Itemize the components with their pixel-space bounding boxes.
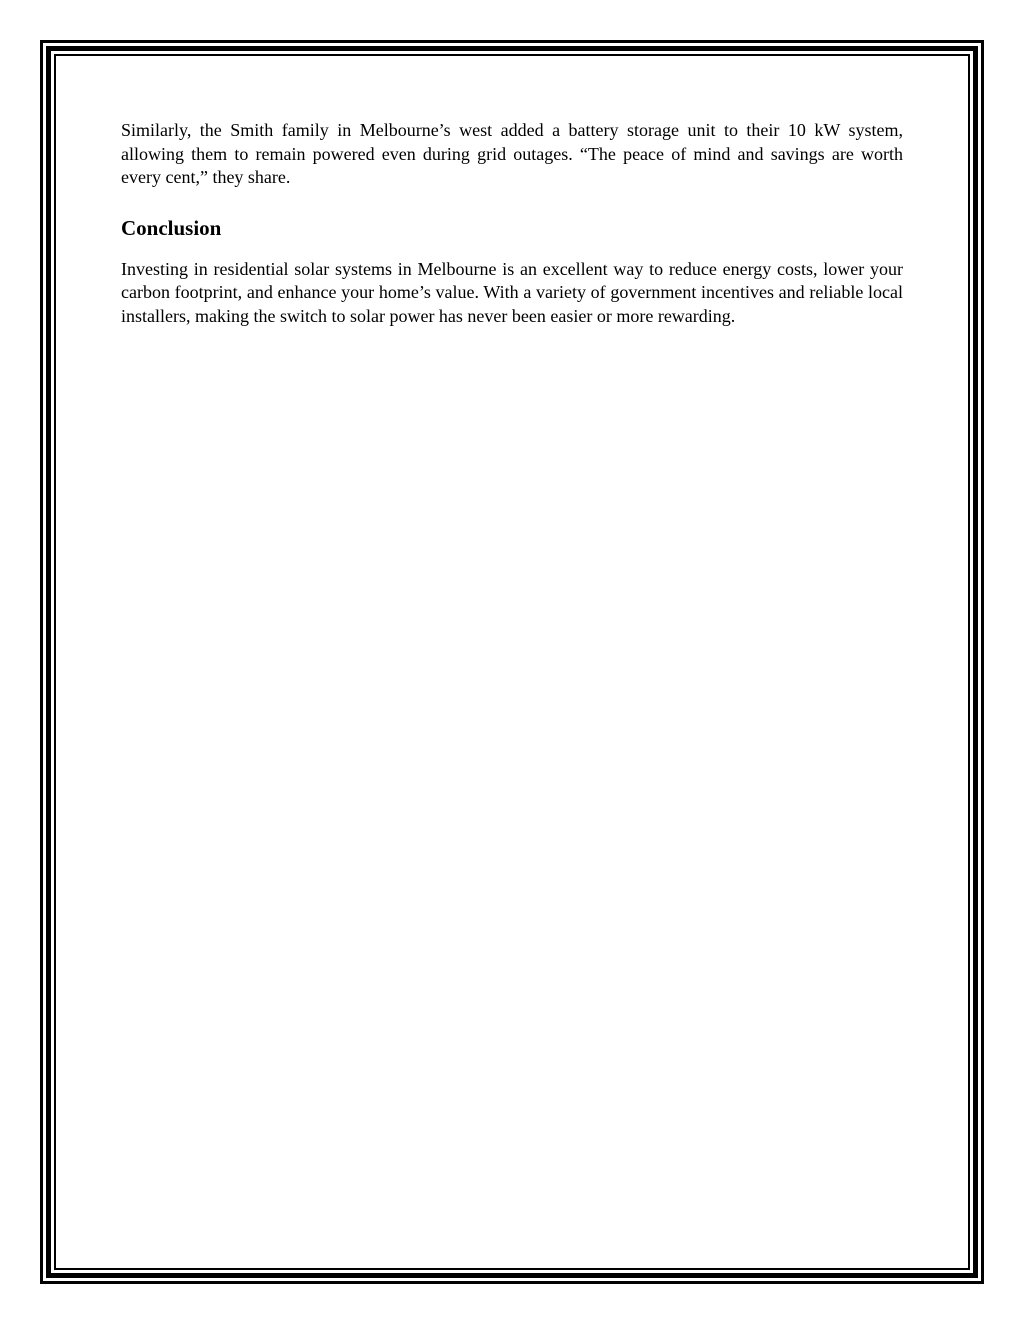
conclusion-heading: Conclusion — [121, 215, 222, 240]
conclusion-paragraph: Investing in residential solar systems in Melbourne is an excellent way to reduce energy costs, lower your carbon footprint, and enhance your home’s value. With a variety of government incentives and reliable local installers, making the switch to solar power has never been easier or more rewarding. — [121, 258, 903, 326]
page-content — [121, 119, 903, 328]
smith-family-paragraph: Similarly, the Smith family in Melbourne’s west added a battery storage unit to their 10 kW system, allowing them to remain powered even during grid outages. “The peace of mind and savings are worth every cent,” they share. — [121, 120, 903, 187]
